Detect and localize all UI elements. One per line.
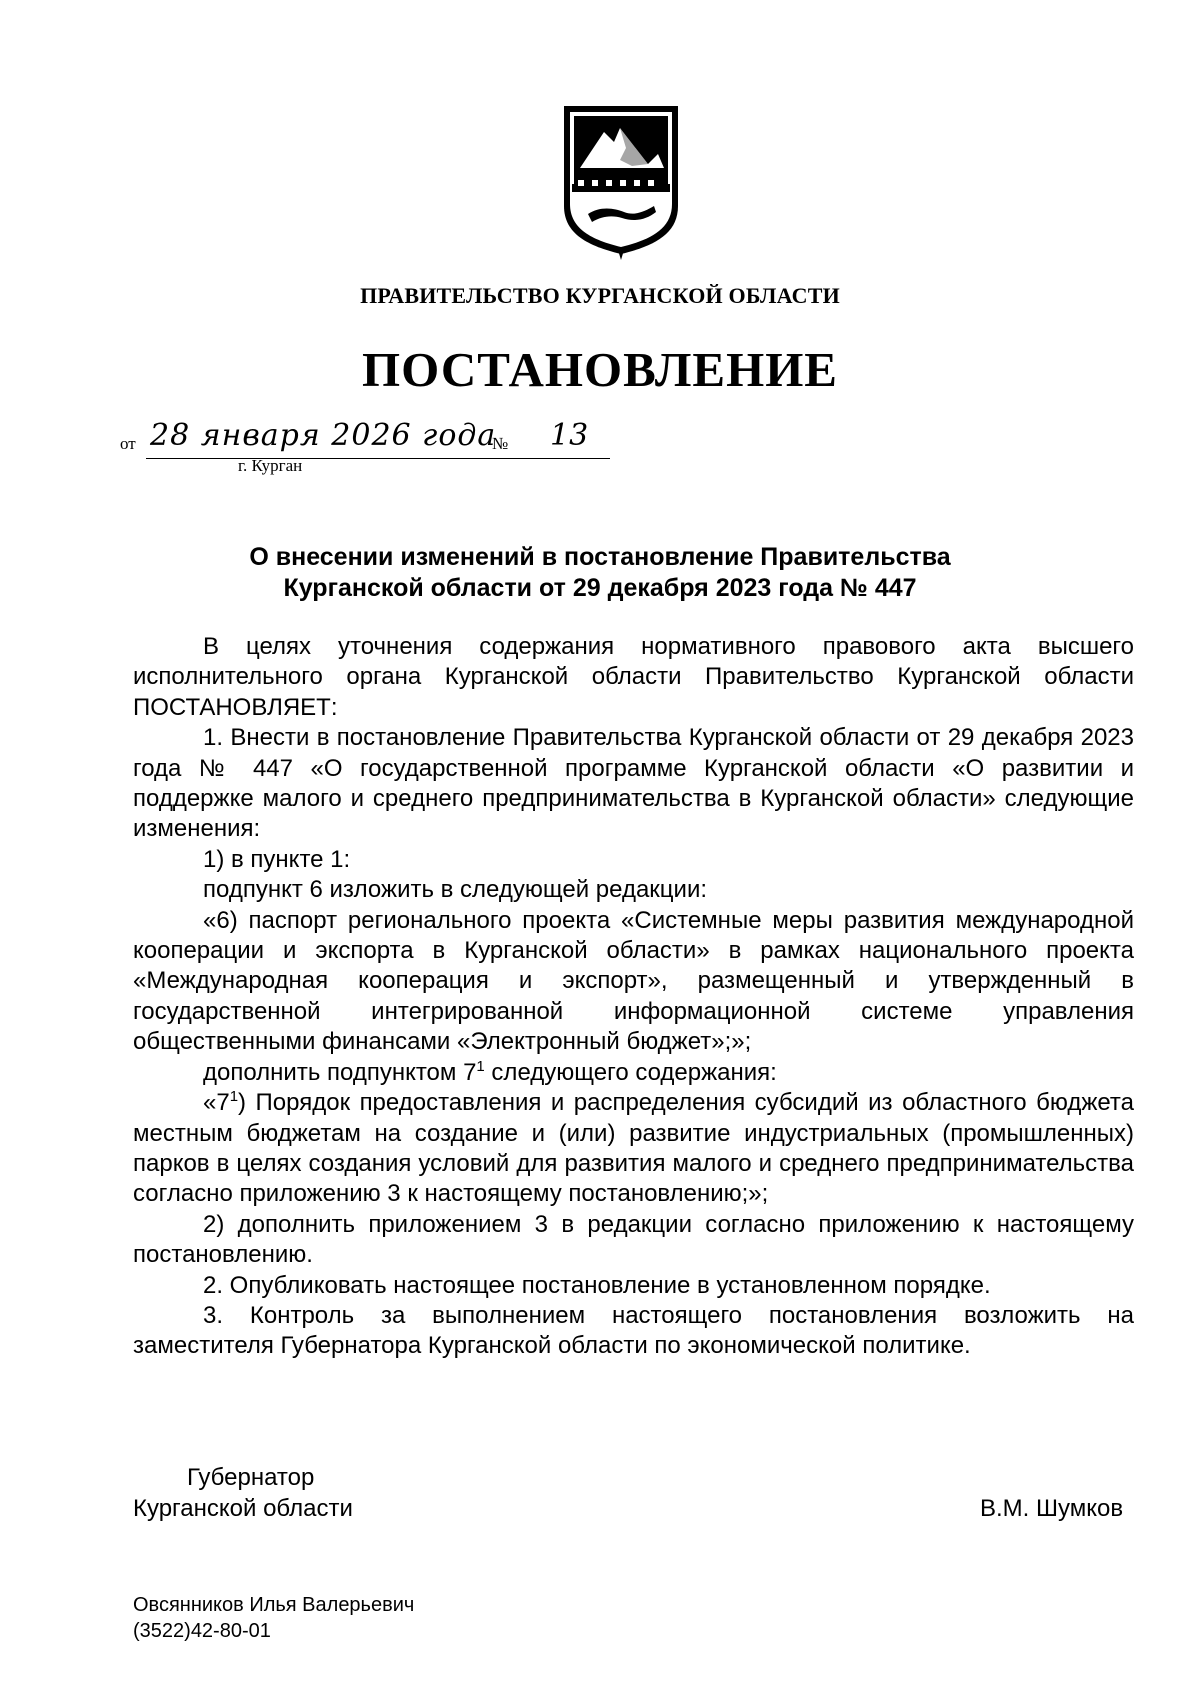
date-number-block	[120, 418, 640, 475]
handwritten-date: 28 января 2026 года	[150, 418, 497, 453]
paragraph-subitem-1: 1) в пункте 1:	[203, 845, 351, 873]
executor-name: Овсянников Илья Валерьевич	[133, 1594, 415, 1616]
executor-phone: (3522)42-80-01	[133, 1620, 271, 1642]
handwritten-number: 13	[550, 418, 589, 453]
paragraph-subpoint-7-1-text	[133, 1088, 1134, 1210]
signatory-name: В.М. Шумков	[980, 1495, 1124, 1522]
subject-line-1: О внесении изменений в постановление Правительства	[249, 543, 951, 571]
p7-text-after: ) Порядок предоставления и распределения субсидий из областного бюджета местным бюджетам на создание и (или) развитие индустриальных (промышленных) парков в целях создания условий для развития малого и среднего предпринимательства согласно приложению 3 к настоящему постановлению;»;	[133, 1089, 1134, 1208]
paragraph-subpoint-7-1-intro	[133, 1058, 1134, 1088]
paragraph-item-2: 2. Опубликовать настоящее постановление в установленном порядке.	[203, 1271, 991, 1299]
paragraph-item-1: 1. Внести в постановление Правительства Курганской области от 29 декабря 2023 года № 447 «О государственной программе Курганской области «О развитии и поддержке малого и среднего предпринимательства в Курганской области» следующие изменения:	[133, 724, 1134, 843]
executor-block	[133, 1592, 414, 1644]
number-label: №	[492, 434, 509, 453]
p6-text-after: следующего содержания:	[484, 1058, 777, 1086]
paragraph-preamble: В целях уточнения содержания нормативного правового акта высшего исполнительного органа Курганской области Правительство Курганской области ПОСТАНОВЛЯЕТ:	[133, 633, 1134, 721]
paragraph-subpoint-6-intro: подпункт 6 изложить в следующей редакции:	[203, 876, 708, 904]
paragraph-subitem-2: 2) дополнить приложением 3 в редакции согласно приложению к настоящему постановлению.	[133, 1210, 1134, 1269]
signatory-title-line-1: Губернатор	[187, 1464, 315, 1491]
p6-text-before: дополнить подпунктом 7	[203, 1058, 477, 1086]
p7-superscript: 1	[229, 1088, 239, 1106]
organization-title: ПРАВИТЕЛЬСТВО КУРГАНСКОЙ ОБЛАСТИ	[360, 283, 840, 308]
subject-line-2: Курганской области от 29 декабря 2023 года № 447	[283, 574, 917, 602]
paragraph-item-3: 3. Контроль за выполнением настоящего постановления возложить на заместителя Губернатора Курганской области по экономической политике.	[133, 1301, 1134, 1360]
document-body	[133, 632, 1134, 1362]
number-underline	[518, 458, 610, 459]
signatory-title-line-2: Курганской области	[133, 1495, 353, 1522]
city-label: г. Курган	[238, 456, 303, 475]
p7-text-before: «7	[203, 1089, 230, 1117]
paragraph-subpoint-6-text: «6) паспорт регионального проекта «Системные меры развития международной кооперации и экспорта в Курганской области» в рамках национального проекта «Международная кооперация и экспорт», размещенный и утвержденный в государственной интегрированной информационной системе управления общественными финансами «Электронный бюджет»;»;	[133, 906, 1134, 1056]
coat-of-arms-emblem	[558, 102, 684, 262]
p6-superscript: 1	[476, 1057, 485, 1075]
date-from-label: от	[120, 434, 136, 453]
document-subject	[0, 542, 1200, 604]
document-type-title: ПОСТАНОВЛЕНИЕ	[362, 342, 838, 397]
